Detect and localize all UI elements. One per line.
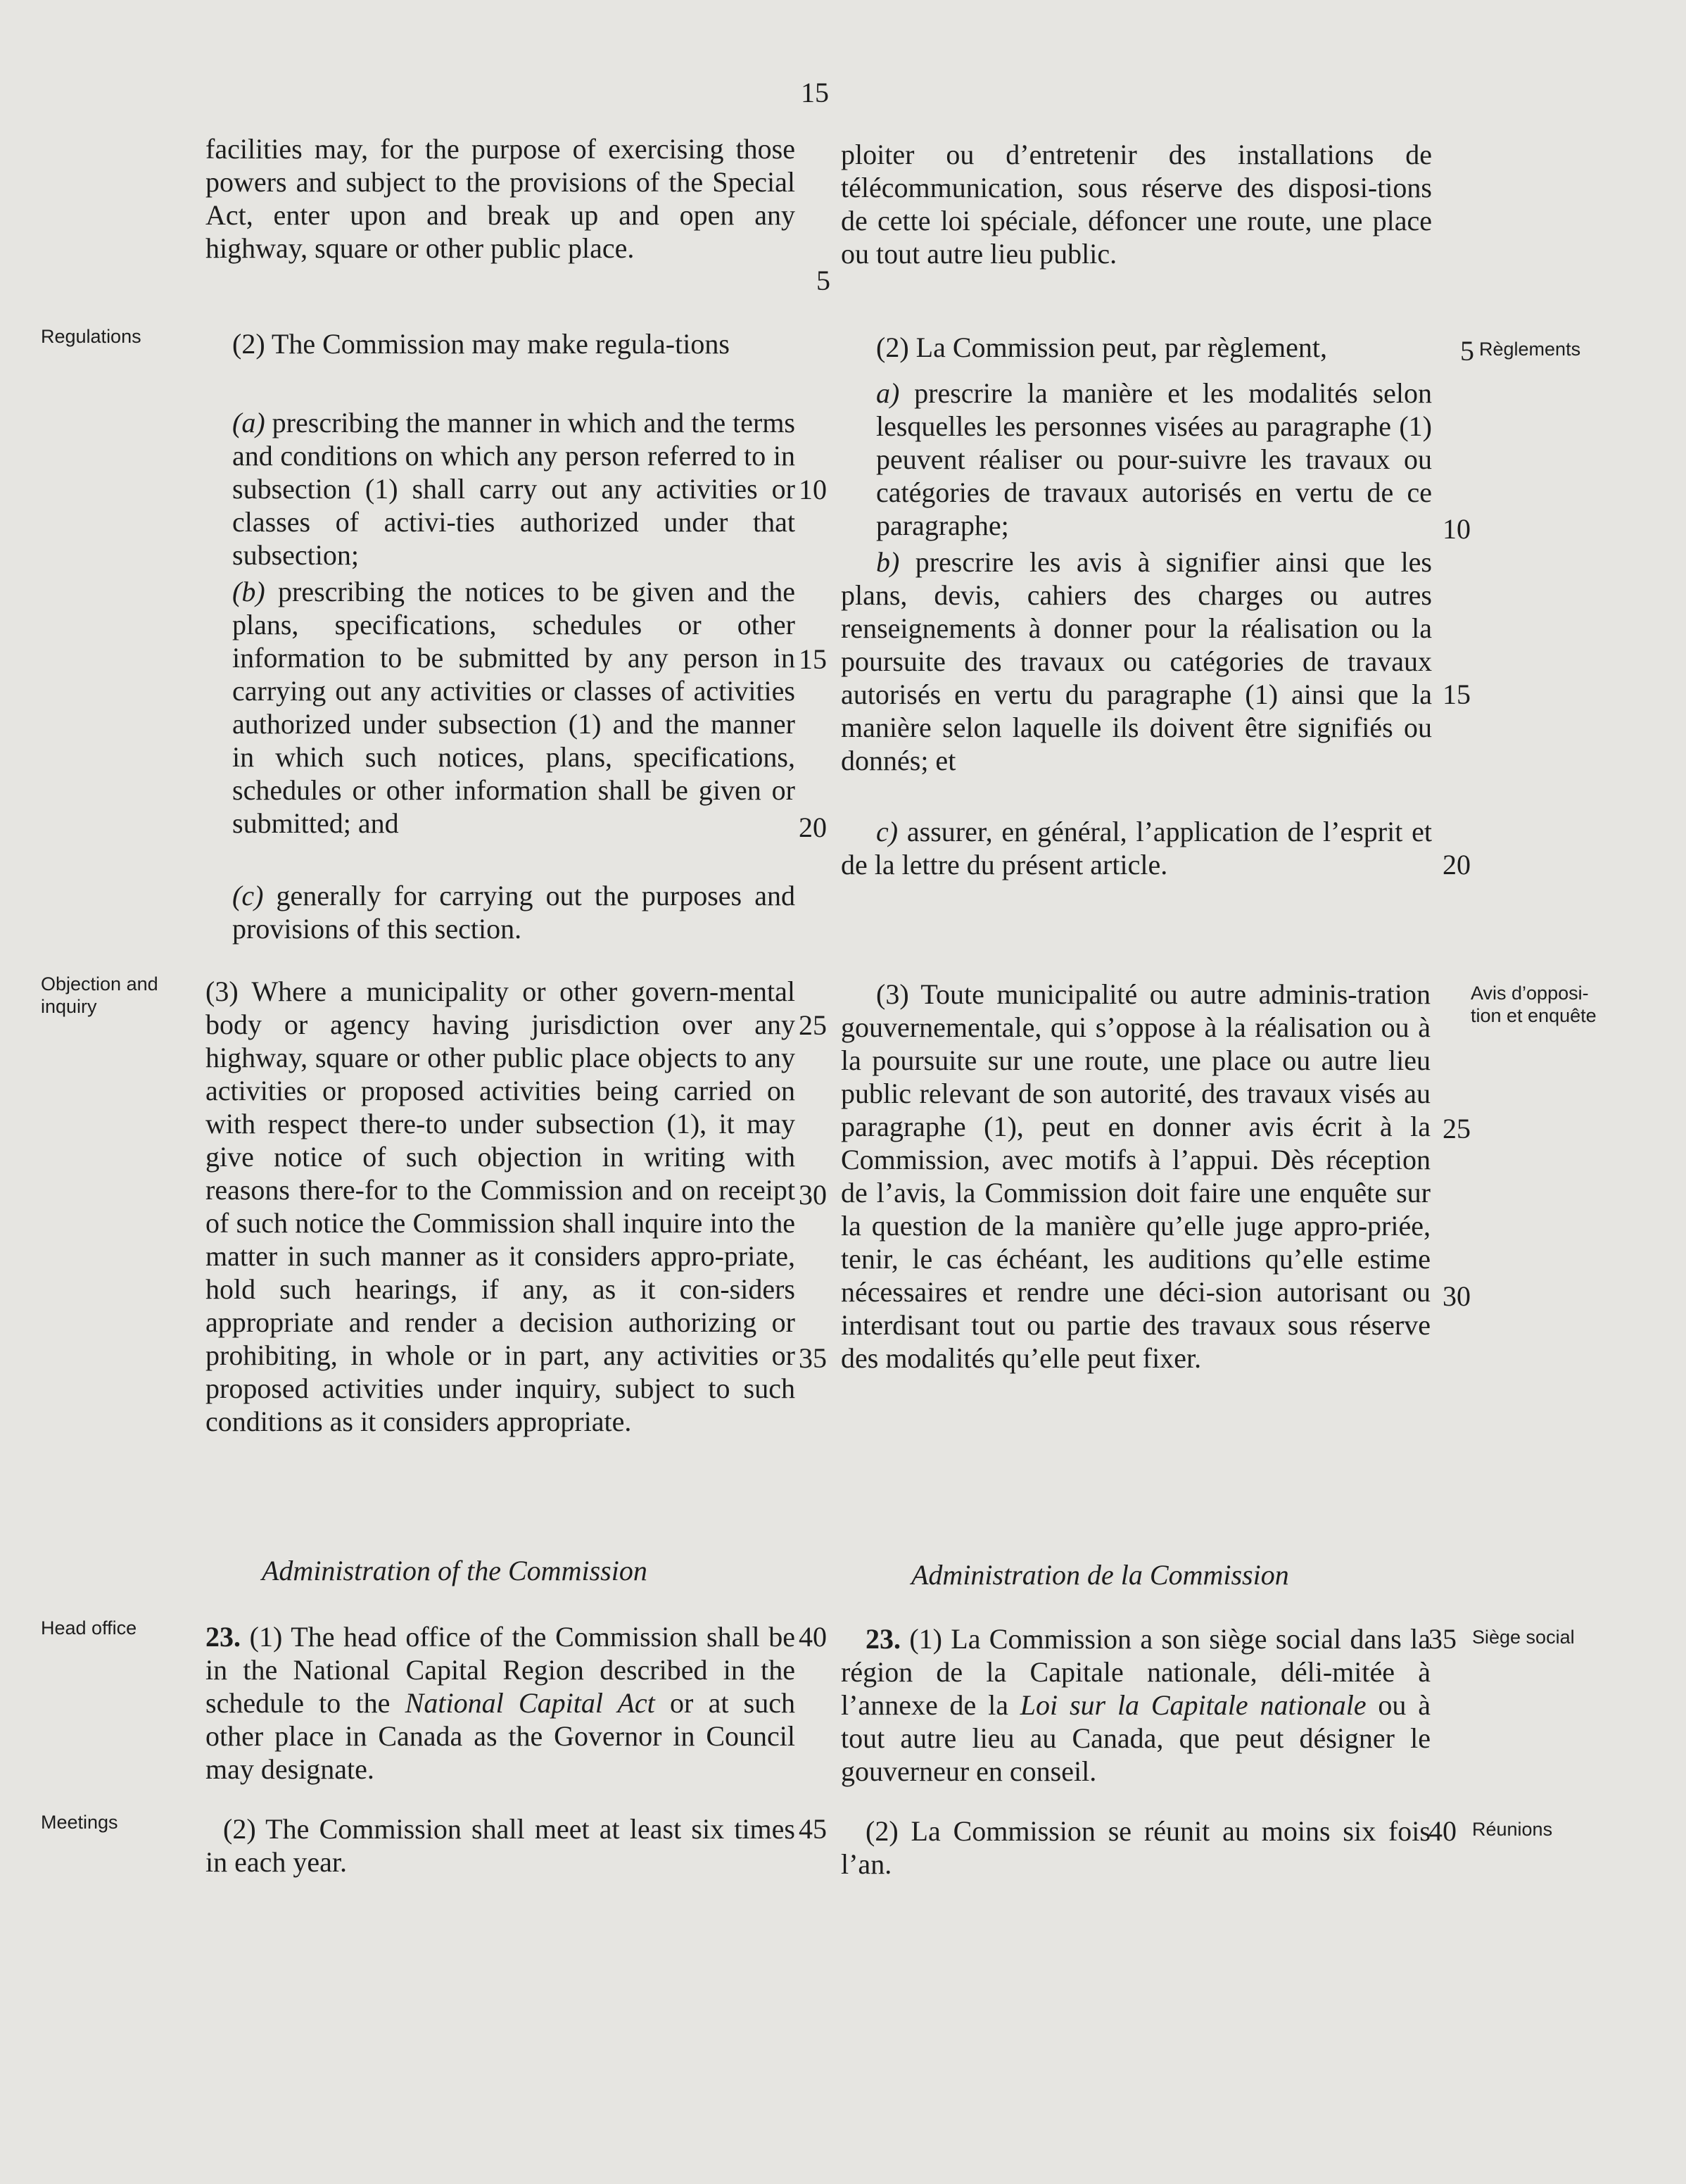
fr-carryover-paragraph: ploiter ou d’entretenir des installations de télécommunication, sous réserve des disposi-tions de cette loi spéciale, défoncer une route, une place ou tout autre lieu public. [841,139,1432,270]
fr-item-text: prescrire la manière et les modalités selon lesquelles les personnes visées au paragraphe (1) peuvent réaliser ou pour-suivre les travaux ou catégories de travaux autorisés en vertu de ce paragraphe; [876,377,1432,541]
fr-objection-paragraph: (3) Toute municipalité ou autre adminis-tration gouvernementale, qui s’oppose à la réalisation ou à la poursuite sur une route, une place ou autre lieu public relevant de son autorité, des travaux visés au paragraphe (1), peut en donner avis écrit à la Commission, avec motifs à l’appui. Dès réception de l’avis, la Commission doit faire une enquête sur la question de la manière qu’elle juge appro-priée, tenir, le cas échéant, les auditions qu’elle estime nécessaires et rendre une déci-sion autorisant ou interdisant tout ou partie des travaux sous réserve des modalités qu’elle peut fixer. [841,978,1431,1374]
fr-regulations-item-a [876,377,1432,542]
en-act-name: National Capital Act [405,1687,655,1719]
fr-line-number: 10 [1443,513,1471,545]
en-line-number: 35 [799,1342,827,1374]
en-line-number: 10 [799,474,827,505]
fr-margin-note-meetings: Réunions [1472,1819,1553,1840]
fr-item-text: prescrire les avis à signifier ainsi que les plans, devis, cahiers des charges ou autres renseignements à donner pour la réalisation ou la poursuite des travaux ou catégories de travaux autorisés en vertu du paragraphe (1) ainsi que la manière selon laquelle ils doivent être signifiés ou donnés; et [841,546,1432,776]
fr-admin-heading: Administration de la Commission [911,1559,1289,1591]
fr-act-name: Loi sur la Capitale nationale [1020,1689,1367,1721]
en-item-label: (b) [232,576,265,607]
fr-line-number: 5 [1460,335,1474,367]
fr-line-number: 15 [1443,678,1471,710]
en-line-number: 5 [816,265,830,296]
fr-item-text: assurer, en général, l’application de l’esprit et de la lettre du présent article. [841,816,1432,880]
fr-regulations-intro: (2) La Commission peut, par règlement, [876,332,1327,363]
fr-item-label: b) [876,546,900,578]
en-margin-note-meetings: Meetings [41,1812,118,1833]
en-item-text: prescribing the notices to be given and the plans, specifications, schedules or other information to be submitted by any person in carrying out any activities or classes of activities authorized under subsection (1) and the manner in which such notices, plans, specifications, schedules or other information shall be given or submitted; and [232,576,795,839]
fr-margin-note-regulations: Règlements [1479,339,1581,360]
en-regulations-intro: (2) The Commission may make regula-tions [232,328,730,360]
en-objection-paragraph: (3) Where a municipality or other govern-mental body or agency having jurisdiction over any highway, square or other public place objects to any activities or proposed activities being carried on with respect there-to under subsection (1), it may give notice of such objection in writing with reasons there-for to the Commission and on receipt of such notice the Commission shall inquire into the matter in such manner as it considers appro-priate, hold such hearings, if any, as it con-siders appropriate and render a decision authorizing or prohibiting, in whole or in part, any activities or proposed activities under inquiry, subject to such conditions as it considers appropriate. [205,976,795,1437]
fr-regulations-item-b [841,545,1432,777]
fr-head-office-text-2: ou à tout autre lieu au Canada, que peut désigner le gouverneur en conseil. [841,1689,1431,1787]
en-section-number: 23. [205,1621,241,1653]
en-meetings-paragraph: (2) The Commission shall meet at least six times in each year. [205,1813,795,1878]
fr-margin-note-head-office: Siège social [1472,1627,1575,1648]
fr-margin-note-objection: Avis d’opposi-tion et enquête [1471,983,1597,1026]
fr-regulations-item-c [841,815,1432,881]
en-regulations-item-a [232,406,795,572]
fr-head-office-paragraph [841,1622,1431,1788]
en-head-office-text-2: or at such other place in Canada as the Governor in Council may designate. [205,1687,795,1785]
en-head-office-paragraph [205,1620,795,1786]
en-item-text: prescribing the manner in which and the terms and conditions on which any person referred to in subsection (1) shall carry out any activities or classes of activi-ties authorized under that subsection; [232,407,795,571]
fr-item-label: a) [876,377,900,409]
fr-line-number: 35 [1428,1623,1457,1655]
en-carryover-paragraph: facilities may, for the purpose of exercising those powers and subject to the provisions of the Special Act, enter upon and break up and open any highway, square or other public place. [205,133,795,264]
en-line-number: 45 [799,1813,827,1845]
en-line-number: 15 [799,643,827,675]
en-item-text: generally for carrying out the purposes and provisions of this section. [232,880,795,945]
en-margin-note-regulations: Regulations [41,326,141,347]
en-margin-note-objection: Objection and inquiry [41,973,158,1017]
en-item-label: (c) [232,880,264,911]
fr-meetings-paragraph: (2) La Commission se réunit au moins six fois l’an. [841,1815,1431,1880]
en-line-number: 40 [799,1621,827,1653]
en-line-number: 25 [799,1009,827,1041]
en-regulations-item-c [232,879,795,945]
en-margin-note-head-office: Head office [41,1617,137,1639]
fr-section-number: 23. [866,1623,901,1655]
fr-item-label: c) [876,816,899,847]
en-regulations-item-b [232,575,795,840]
fr-head-office-text-1: (1) La Commission a son siège social dans la région de la Capitale nationale, déli-mitée à l’annexe de la [841,1623,1431,1721]
fr-line-number: 25 [1443,1113,1471,1144]
page-number: 15 [801,77,829,108]
en-line-number: 20 [799,812,827,843]
fr-line-number: 20 [1443,849,1471,880]
en-line-number: 30 [799,1179,827,1211]
fr-line-number: 40 [1428,1815,1457,1847]
fr-line-number: 30 [1443,1280,1471,1312]
en-head-office-text-1: (1) The head office of the Commission shall be in the National Capital Region described in the schedule to the [205,1621,795,1719]
en-item-label: (a) [232,407,265,438]
en-admin-heading: Administration of the Commission [262,1555,647,1586]
